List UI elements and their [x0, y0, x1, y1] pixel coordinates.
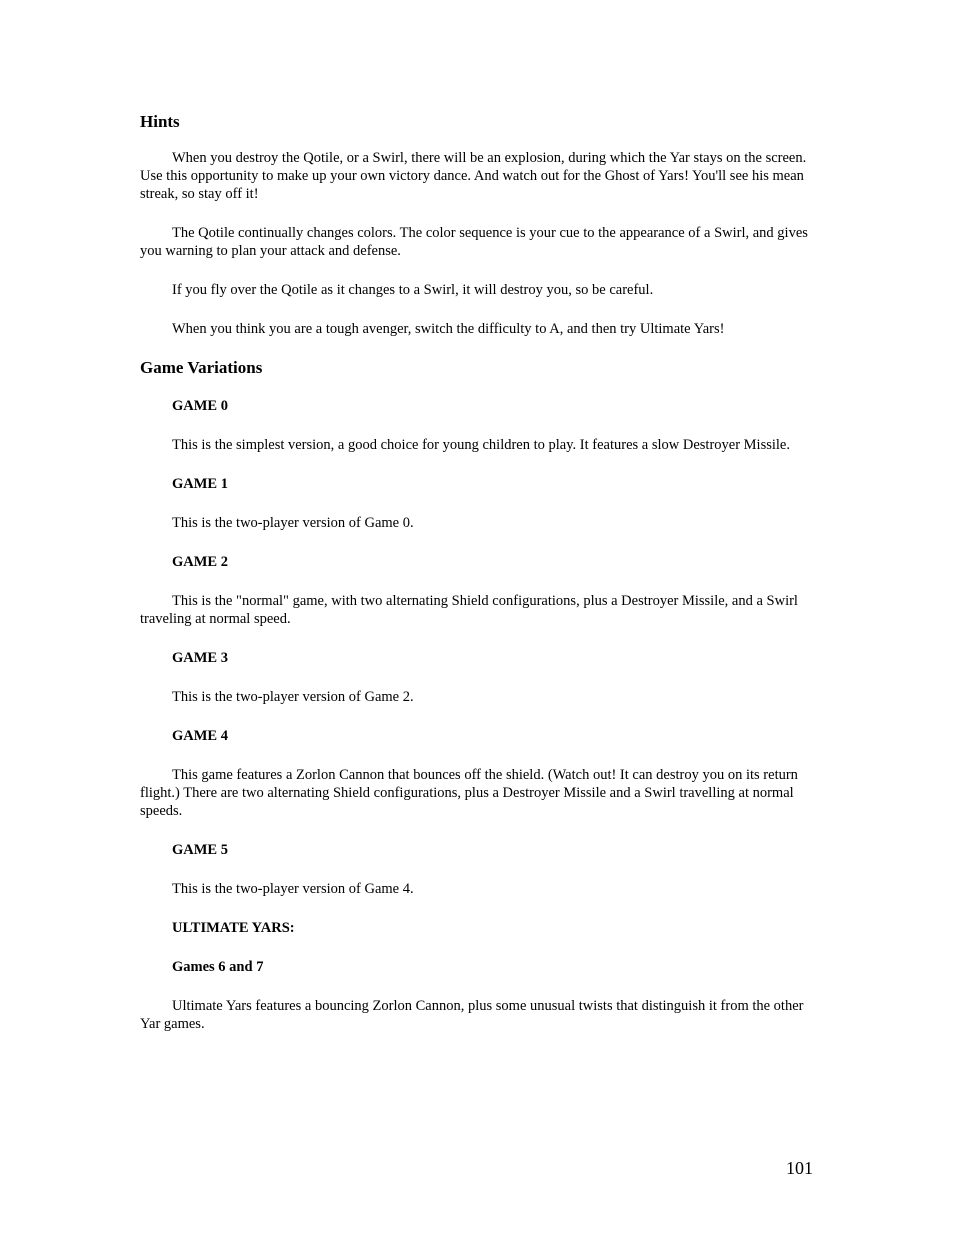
game-title: GAME 5	[172, 842, 228, 858]
ultimate-yars-description: Ultimate Yars features a bouncing Zorlon Cannon, plus some unusual twists that distinguish it from the other Yar games.	[140, 998, 804, 1032]
game-title: GAME 3	[172, 650, 228, 666]
game-title: GAME 0	[172, 398, 228, 414]
game-description: This game features a Zorlon Cannon that bounces off the shield. (Watch out! It can destroy you on its return flight.) There are two alternating Shield configurations, plus a Destroyer Missile and a Swirl travelling at normal speeds.	[140, 767, 798, 819]
game-description: This is the two-player version of Game 2.	[172, 689, 414, 705]
game-variations-section	[140, 356, 812, 1033]
game-description: This is the two-player version of Game 0.	[172, 515, 414, 531]
hints-paragraph: If you fly over the Qotile as it changes to a Swirl, it will destroy you, so be careful.	[172, 282, 654, 298]
hints-body	[140, 149, 812, 338]
game-description: This is the two-player version of Game 4.	[172, 881, 414, 897]
game-title: GAME 2	[172, 554, 228, 570]
hints-section	[140, 110, 812, 338]
game-title: GAME 4	[172, 728, 228, 744]
page-content	[140, 110, 812, 1047]
hints-paragraph: The Qotile continually changes colors. The color sequence is your cue to the appearance of a Swirl, and gives you warning to plan your attack and defense.	[140, 225, 808, 259]
hints-heading: Hints	[140, 112, 180, 131]
ultimate-yars-subtitle: Games 6 and 7	[172, 959, 264, 975]
hints-paragraph: When you think you are a tough avenger, switch the difficulty to A, and then try Ultimate Yars!	[172, 321, 725, 337]
game-description: This is the "normal" game, with two alternating Shield configurations, plus a Destroyer Missile, and a Swirl traveling at normal speed.	[140, 593, 798, 627]
game-title: GAME 1	[172, 476, 228, 492]
page-number: 101	[786, 1158, 813, 1178]
game-variations-heading: Game Variations	[140, 358, 263, 377]
ultimate-yars-title: ULTIMATE YARS:	[172, 920, 295, 936]
game-description: This is the simplest version, a good choice for young children to play. It features a slow Destroyer Missile.	[172, 437, 790, 453]
hints-paragraph: When you destroy the Qotile, or a Swirl, there will be an explosion, during which the Yar stays on the screen. Use this opportunity to make up your own victory dance. And watch out for the Ghost of Yars! You'll see his mean streak, so stay off it!	[140, 150, 807, 202]
game-variations-body	[140, 397, 812, 1033]
